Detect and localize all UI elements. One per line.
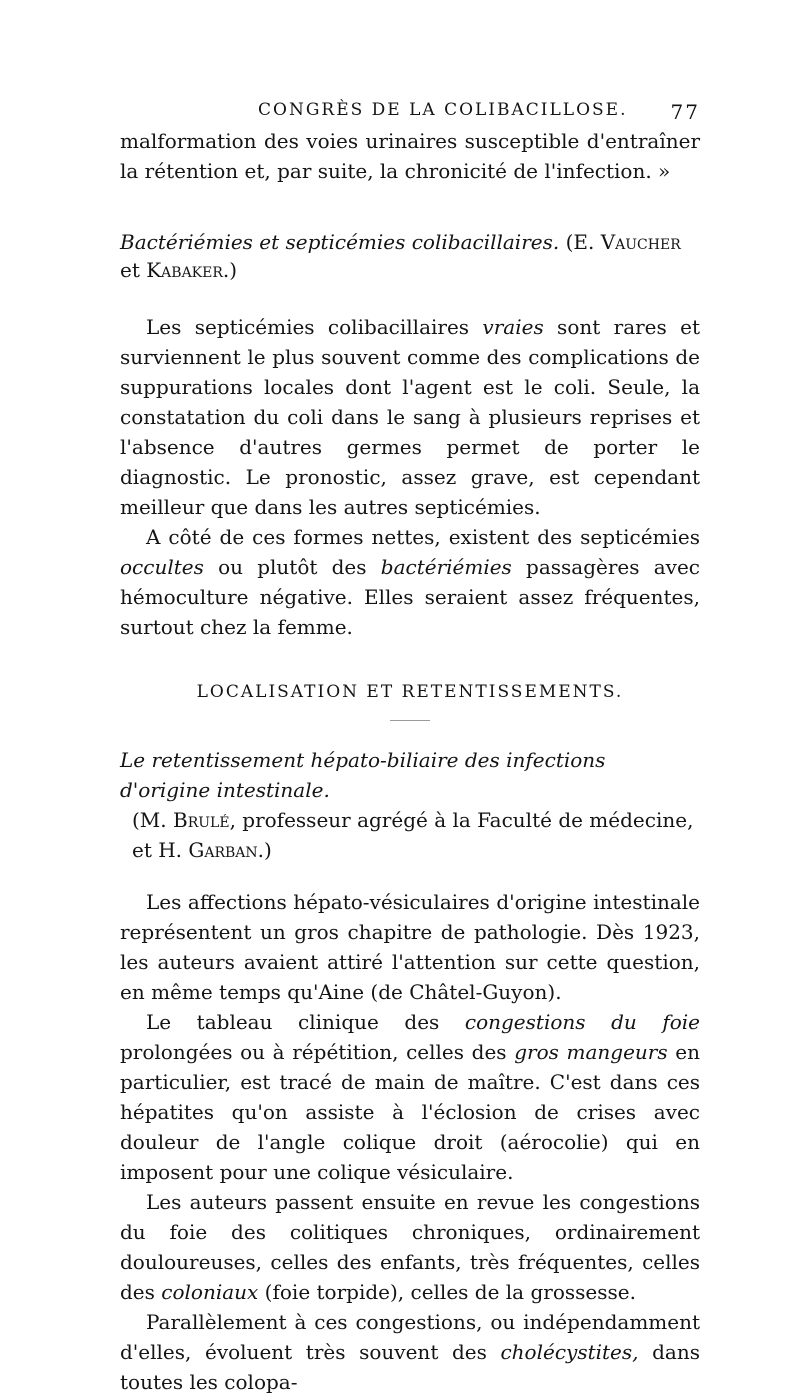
- emphasis: bactériémies: [380, 555, 512, 579]
- paragraph: [120, 312, 700, 522]
- emphasis: gros mangeurs: [514, 1040, 668, 1064]
- author-name: Brulé: [173, 808, 230, 832]
- byline: [132, 805, 700, 865]
- text-run: A côté de ces formes nettes, existent des septicémies: [146, 525, 700, 549]
- author-name: Garban: [188, 838, 258, 862]
- byline-close: .): [257, 838, 272, 862]
- byline-affiliation: , professeur agrégé à la Faculté de médecine, et H.: [132, 808, 694, 862]
- emphasis: vraies: [482, 315, 544, 339]
- text-run: Les auteurs passent ensuite en revue les congestions du foie des colitiques chroniques, ordinairement douloureuses, celles des enfants, très fréquentes, celles des: [120, 1190, 700, 1304]
- emphasis: occultes: [120, 555, 204, 579]
- book-page: [120, 100, 700, 1397]
- authors-conjunction: et: [120, 258, 147, 282]
- authors-close: .): [222, 258, 238, 282]
- page-number: 77: [670, 100, 700, 124]
- text-run: Le tableau clinique des: [146, 1010, 465, 1034]
- byline-open: (M.: [132, 808, 173, 832]
- paragraph: [120, 1007, 700, 1187]
- author-name: Vaucher: [600, 230, 681, 254]
- text-run: passagères avec hémoculture négative. Elles seraient assez fréquentes, surtout chez la femme.: [120, 555, 701, 639]
- intro-paragraph: malformation des voies urinaires susceptible d'entraîner la rétention et, par suite, la chronicité de l'infection. »: [120, 129, 700, 183]
- authors-open: (E.: [565, 230, 601, 254]
- major-heading: LOCALISATION ET RETENTISSEMENTS.: [196, 682, 624, 702]
- text-run: prolongées ou à répétition, celles des: [120, 1040, 515, 1064]
- text-run: Les septicémies colibacillaires: [146, 315, 483, 339]
- emphasis: cholécystites,: [500, 1340, 639, 1364]
- divider-rule: [390, 720, 430, 721]
- paragraph: [120, 522, 700, 642]
- paragraph: Les affections hépato-vésiculaires d'origine intestinale représentent un gros chapitre de pathologie. Dès 1923, les auteurs avaient attiré l'attention sur cette question, en même temps qu'Aine (de Châtel-Guyon).: [120, 890, 700, 1004]
- running-head: [120, 100, 700, 126]
- section-heading-bacteriemies: [120, 228, 700, 284]
- text-run: dans toutes les colopa-: [120, 1340, 700, 1394]
- emphasis: coloniaux: [161, 1280, 259, 1304]
- emphasis: congestions du foie: [464, 1010, 701, 1034]
- paragraph: [120, 1187, 700, 1307]
- paragraph: [120, 1307, 700, 1397]
- section-title: Bactériémies et septicémies colibacillaires.: [120, 230, 560, 254]
- text-run: Parallèlement à ces congestions, ou indépendamment d'elles, évoluent très souvent des: [120, 1310, 700, 1364]
- text-run: en particulier, est tracé de main de maître. C'est dans ces hépatites qu'on assiste à l'éclosion de crises avec douleur de l'angle colique droit (aérocolie) qui en imposent pour une colique vésiculaire.: [120, 1040, 701, 1184]
- author-name: Kabaker: [146, 258, 223, 282]
- text-run: (foie torpide), celles de la grossesse.: [258, 1280, 636, 1304]
- text-run: sont rares et surviennent le plus souvent comme des complications de suppurations locales dont l'agent est le coli. Seule, la constatation du coli dans le sang à plusieurs reprises et l'absence d'autres germes permet de porter le diagnostic. Le pronostic, assez grave, est cependant meilleur que dans les autres septicémies.: [120, 315, 701, 519]
- section-heading-retentissement: [120, 745, 700, 865]
- text-run: ou plutôt des: [203, 555, 381, 579]
- section-title: Le retentissement hépato-biliaire des infections d'origine intestinale.: [120, 748, 606, 802]
- running-title: CONGRÈS DE LA COLIBACILLOSE.: [258, 100, 628, 120]
